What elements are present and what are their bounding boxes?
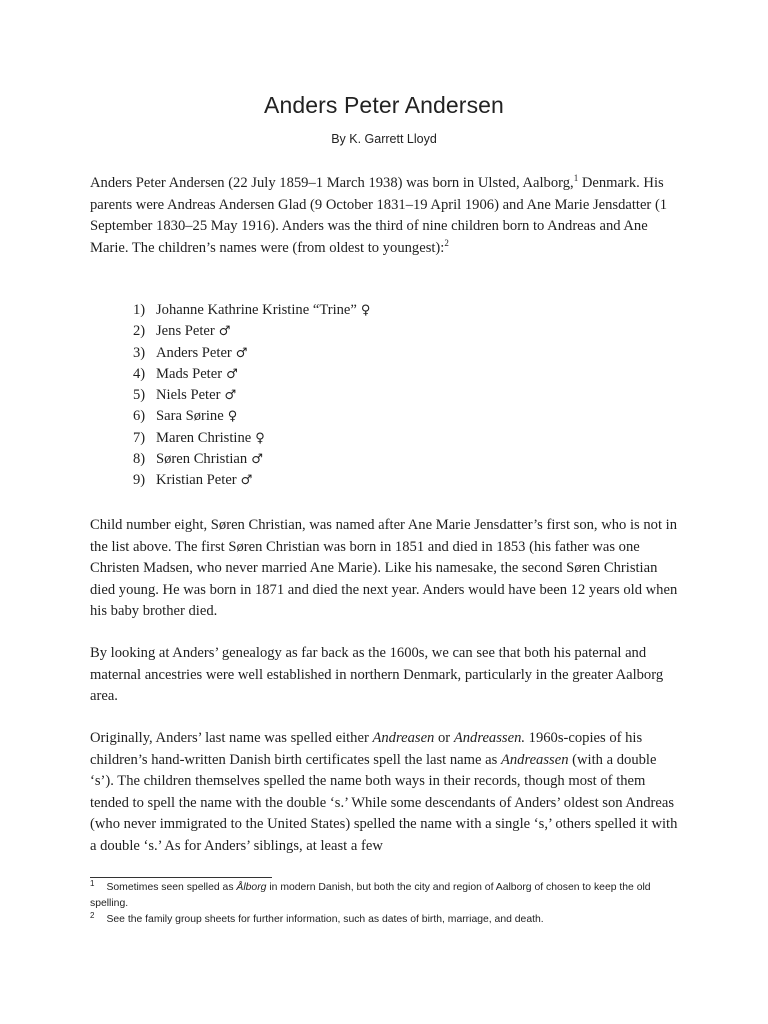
footnote-2	[90, 912, 690, 928]
female-symbol-icon: ♀	[255, 430, 265, 446]
paragraph-text: By looking at Anders’ genealogy as far back as the 1600s, we can see that both his paternal and maternal ancestries were well established in northern Denmark, particularly in the greater Aalborg area.	[90, 645, 664, 704]
list-number: 3)	[133, 344, 146, 361]
child-name: Niels Peter	[156, 387, 221, 404]
child-name: Anders Peter	[156, 344, 232, 361]
paragraph-genealogy	[90, 643, 682, 708]
paragraph-spelling	[90, 728, 682, 857]
list-item	[133, 428, 370, 449]
italic-term: Andreassen	[500, 751, 569, 768]
male-symbol-icon: ♂	[240, 473, 253, 489]
footnote-ref-2[interactable]: 2	[444, 237, 449, 248]
italic-term: Ålborg	[236, 882, 267, 893]
footnote-text: See the family group sheets for further information, such as dates of birth, marriage, and death.	[106, 914, 544, 925]
italic-term: Andreassen.	[453, 730, 526, 746]
document-title: Anders Peter Andersen	[264, 92, 504, 118]
male-symbol-icon: ♂	[224, 388, 237, 404]
paragraph-text: (with a double ‘s’). The children themselves spelled the name both ways in their records, though most of them tended to spell the name with the double ‘s.’ While some descendants of Anders’ oldest son Andreas (who never immigrated to the United States) spelled the name with a single ‘s,’ others spelled it with a double ‘s.’ As for Anders’ siblings, at least a few	[90, 751, 678, 854]
child-name: Kristian Peter	[156, 472, 237, 489]
list-item	[133, 300, 370, 321]
footnote-text: in modern Danish, but both the city and region of Aalborg of chosen to keep the old spelling.	[90, 882, 651, 909]
paragraph-text: or	[434, 730, 454, 746]
child-name: Søren Christian	[156, 451, 248, 468]
footnote-mark: 1	[90, 878, 95, 888]
footnotes	[90, 880, 690, 928]
footnote-divider	[90, 877, 272, 878]
child-name: Maren Christine	[156, 429, 252, 446]
male-symbol-icon: ♂	[235, 345, 248, 361]
list-number: 4)	[133, 365, 146, 382]
child-name: Mads Peter	[156, 365, 223, 382]
paragraph-text: Child number eight, Søren Christian, was named after Ane Marie Jensdatter’s first son, who is not in the list above. The first Søren Christian was born in 1851 and died in 1853 (his father was one Christen Madsen, who never married Ane Marie). Like his namesake, the second Søren Christian died young. He was born in 1871 and died the next year. Anders would have been 12 years old when his baby brother died.	[90, 517, 678, 619]
child-name: Sara Sørine	[156, 408, 224, 425]
document-byline: By K. Garrett Lloyd	[331, 132, 437, 146]
footnote-text: Sometimes seen spelled as	[106, 882, 237, 893]
list-item	[133, 470, 370, 491]
paragraph-text: Originally, Anders’ last name was spelled either	[90, 730, 373, 746]
footnote-1	[90, 880, 690, 912]
paragraph-soren	[90, 515, 682, 623]
male-symbol-icon: ♂	[251, 452, 263, 468]
list-number: 1)	[133, 302, 146, 318]
children-list	[133, 300, 370, 492]
list-item	[133, 449, 370, 470]
list-number: 7)	[133, 429, 146, 446]
female-symbol-icon: ♀	[227, 409, 238, 425]
male-symbol-icon: ♂	[218, 324, 231, 340]
list-item	[133, 385, 370, 406]
child-name: Jens Peter	[156, 323, 215, 340]
list-number: 6)	[133, 408, 146, 425]
list-item	[133, 364, 370, 385]
paragraph-text: 1960s-copies of his children’s hand-written Danish birth certificates spell the last name as	[90, 730, 643, 768]
list-number: 8)	[133, 451, 146, 468]
footnote-mark: 2	[90, 910, 95, 920]
italic-term: Andreasen	[372, 730, 435, 746]
male-symbol-icon: ♂	[226, 366, 238, 382]
paragraph-intro	[90, 173, 682, 259]
list-number: 5)	[133, 387, 146, 404]
list-number: 2)	[133, 323, 146, 340]
list-item	[133, 321, 370, 342]
child-name: Johanne Kathrine Kristine “Trine”	[156, 302, 357, 318]
female-symbol-icon: ♀	[360, 303, 371, 318]
list-item	[133, 406, 370, 427]
list-item	[133, 343, 370, 364]
paragraph-text: Denmark. His parents were Andreas Andersen Glad (9 October 1831–19 April 1906) and Ane Marie Jensdatter (1 September 1830–25 May 1916). Anders was the third of nine children born to Andreas and Ane Marie. The children’s names were (from oldest to youngest):	[90, 175, 668, 256]
list-number: 9)	[133, 472, 146, 489]
paragraph-text: Anders Peter Andersen (22 July 1859–1 March 1938) was born in Ulsted, Aalborg,	[90, 175, 574, 191]
footnote-ref-1[interactable]: 1	[573, 173, 579, 184]
